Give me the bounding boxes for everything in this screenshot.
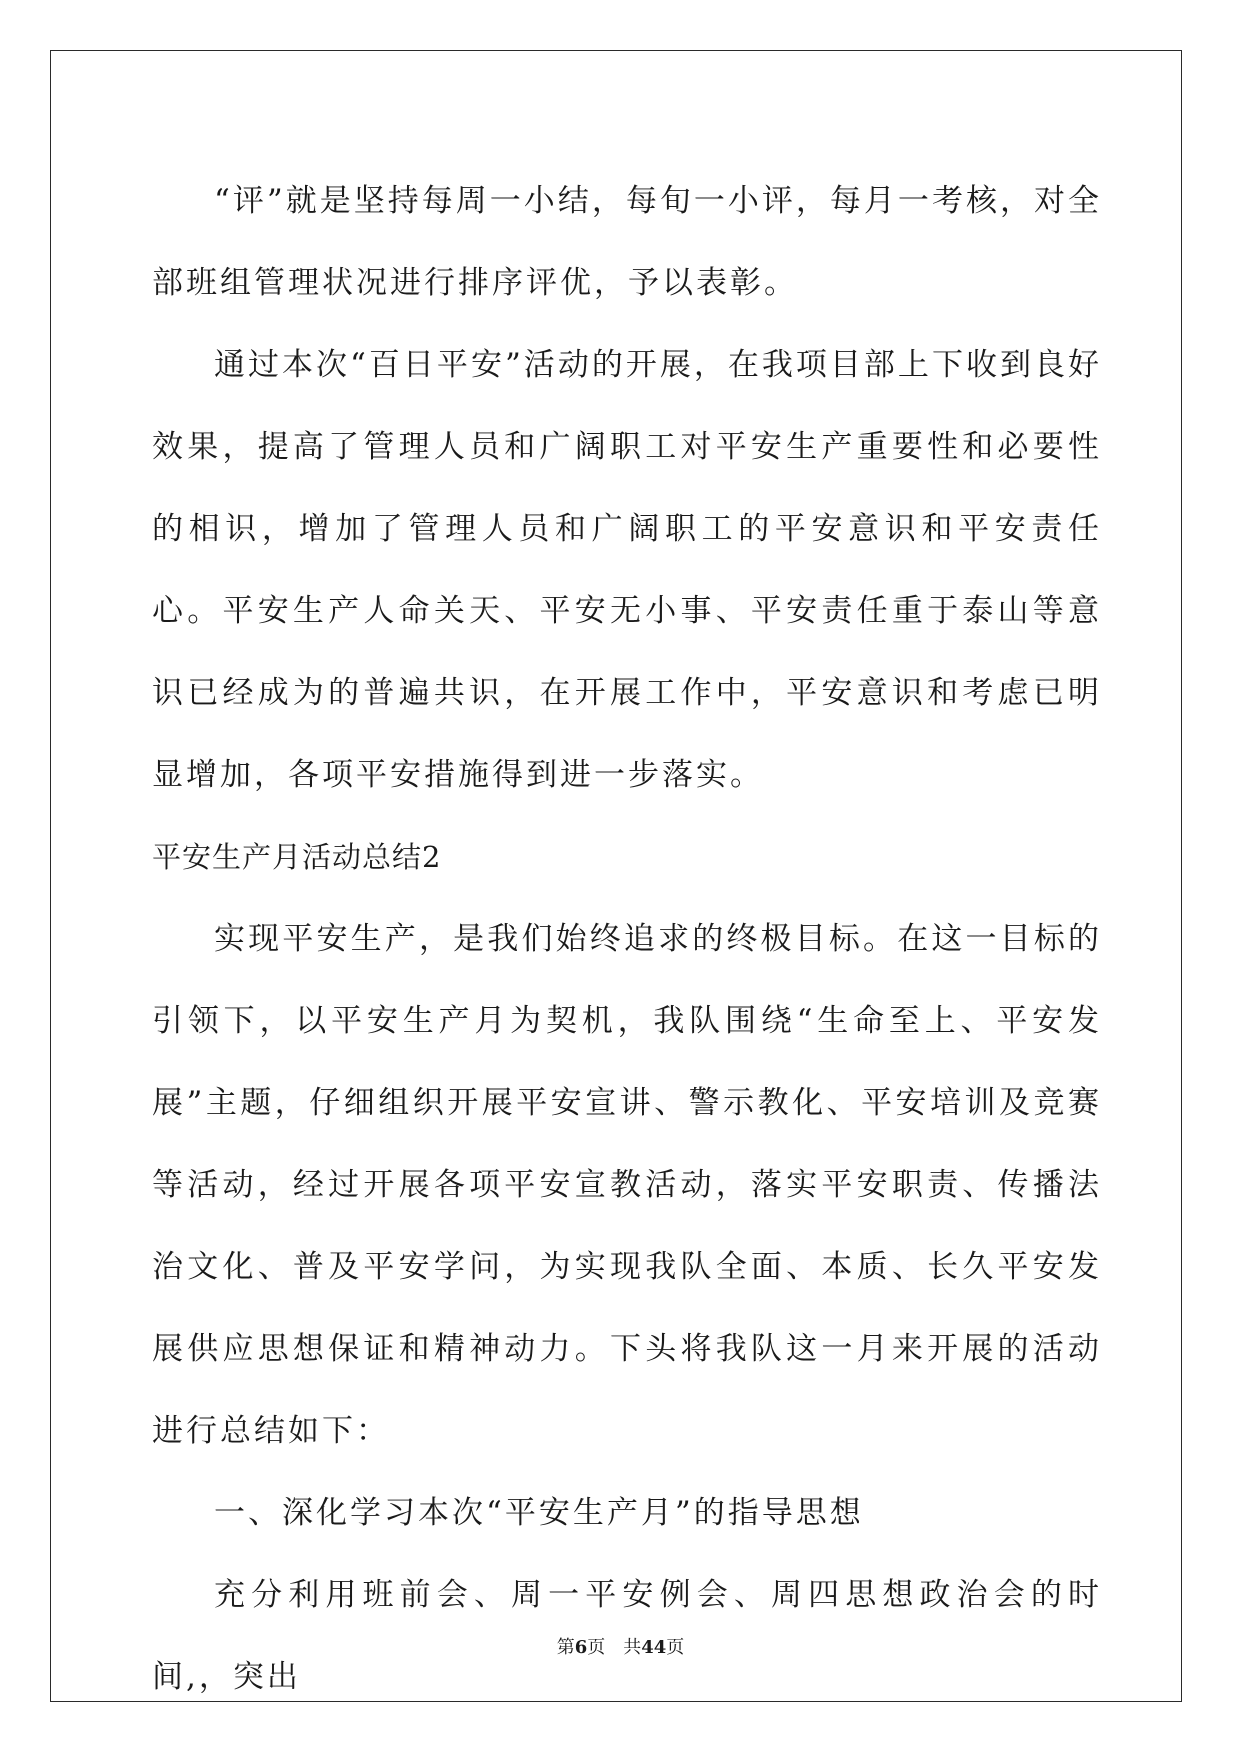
paragraph: 充分利用班前会、周一平安例会、周四思想政治会的时间,，突出 <box>152 1577 1102 1695</box>
document-body <box>152 160 1102 1718</box>
page-suffix: 页 <box>666 1637 685 1658</box>
page-current: 6 <box>574 1637 588 1658</box>
paragraph: “评”就是坚持每周一小结，每旬一小评，每月一考核，对全部班组管理状况进行排序评优，予以表彰。 <box>152 183 1102 301</box>
section-heading: 平安生产月活动总结2 <box>152 840 442 874</box>
page-mid: 页 共 <box>587 1637 642 1658</box>
page-total: 44 <box>641 1637 667 1658</box>
page-prefix: 第 <box>556 1637 575 1658</box>
subsection-heading: 一、深化学习本次“平安生产月”的指导思想 <box>214 1495 864 1531</box>
paragraph: 通过本次“百日平安”活动的开展，在我项目部上下收到良好效果，提高了管理人员和广阔职工对平安生产重要性和必要性的相识，增加了管理人员和广阔职工的平安意识和平安责任心。平安生产人命关天、平安无小事、平安责任重于泰山等意识已经成为的普遍共识，在开展工作中，平安意识和考虑已明显增加，各项平安措施得到进一步落实。 <box>152 347 1102 793</box>
page-footer <box>0 1633 1241 1659</box>
paragraph: 实现平安生产，是我们始终追求的终极目标。在这一目标的引领下，以平安生产月为契机，我队围绕“生命至上、平安发展”主题，仔细组织开展平安宣讲、警示教化、平安培训及竞赛等活动，经过开展各项平安宣教活动，落实平安职责、传播法治文化、普及平安学问，为实现我队全面、本质、长久平安发展供应思想保证和精神动力。下头将我队这一月来开展的活动进行总结如下： <box>152 921 1102 1449</box>
